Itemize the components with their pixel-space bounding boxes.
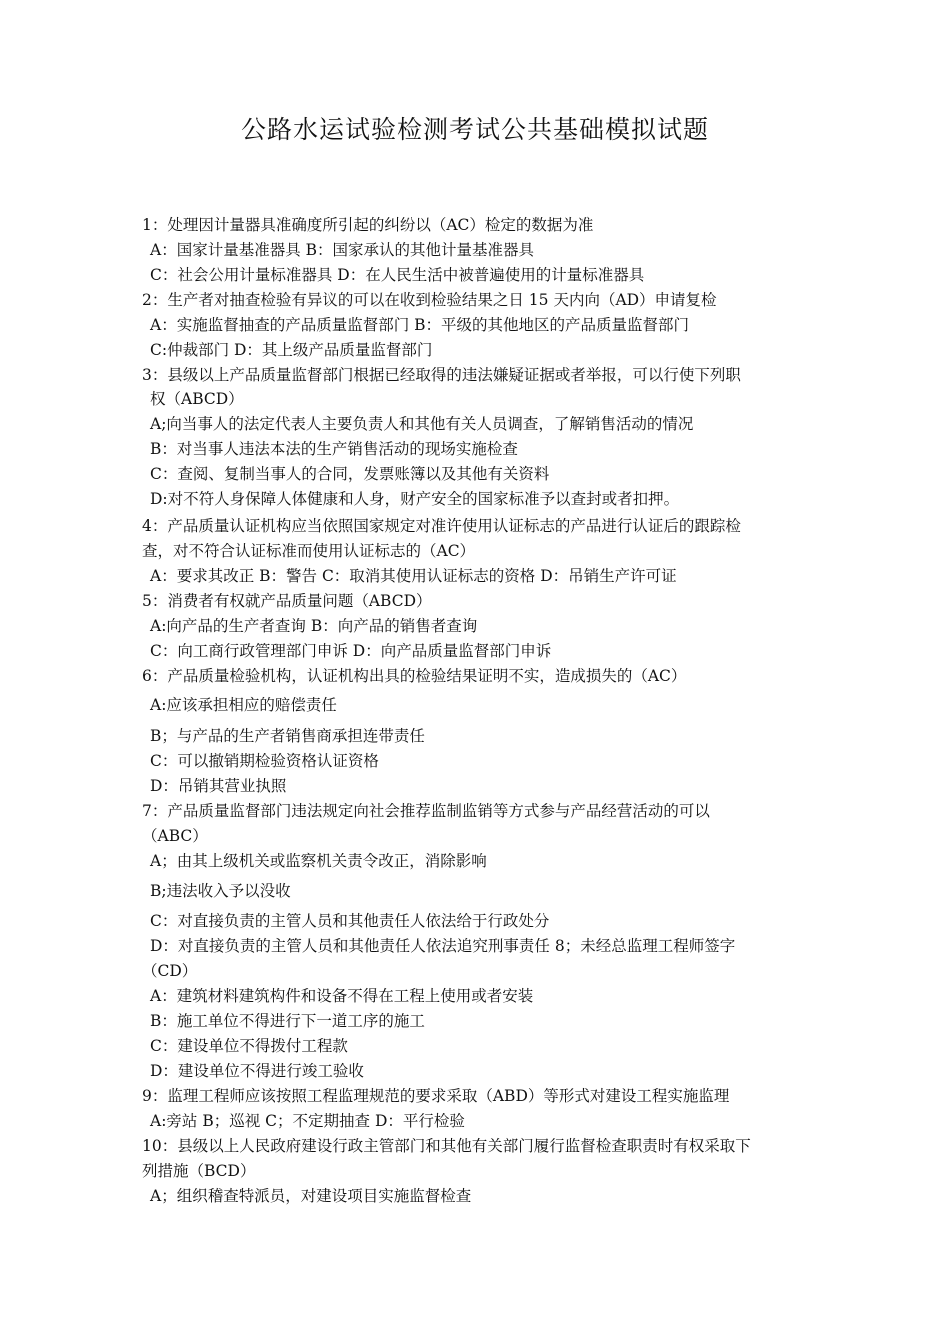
question-10-stem: 10：县级以上人民政府建设行政主管部门和其他有关部门履行监督检查职责时有权采取下 [142, 1137, 751, 1155]
question-3-option-c: C：查阅、复制当事人的合同，发票账簿以及其他有关资料 [150, 465, 550, 483]
question-9-stem: 9：监理工程师应该按照工程监理规范的要求采取（ABD）等形式对建设工程实施监理 [142, 1087, 730, 1105]
question-3-stem: 3：县级以上产品质量监督部门根据已经取得的违法嫌疑证据或者举报，可以行使下列职 [142, 366, 741, 384]
question-7-option-a: A；由其上级机关或监察机关责令改正，消除影响 [150, 852, 487, 870]
question-5-options-cd: C：向工商行政管理部门申诉 D：向产品质量监督部门申诉 [150, 642, 552, 660]
question-8-option-b: B：施工单位不得进行下一道工序的施工 [150, 1012, 425, 1030]
question-4-options: A：要求其改正 B：警告 C：取消其使用认证标志的资格 D：吊销生产许可证 [150, 567, 677, 585]
question-2-options-cd: C:仲裁部门 D：其上级产品质量监督部门 [150, 341, 433, 359]
question-8-option-a: A：建筑材料建筑构件和设备不得在工程上使用或者安装 [150, 987, 534, 1005]
question-7-stem: 7：产品质量监督部门违法规定向社会推荐监制监销等方式参与产品经营活动的可以 [142, 802, 710, 820]
question-1-stem: 1：处理因计量器具准确度所引起的纠纷以（AC）检定的数据为准 [142, 216, 594, 234]
question-7-option-b: B;违法收入予以没收 [150, 882, 291, 900]
question-9-options: A:旁站 B；巡视 C；不定期抽查 D：平行检验 [150, 1112, 465, 1130]
question-3-stem-cont: 权（ABCD） [150, 390, 244, 408]
question-6-option-c: C：可以撤销期检验资格认证资格 [150, 752, 379, 770]
question-3-option-b: B：对当事人违法本法的生产销售活动的现场实施检查 [150, 440, 518, 458]
question-8-answer: （CD） [142, 962, 198, 980]
question-6-stem: 6：产品质量检验机构，认证机构出具的检验结果证明不实，造成损失的（AC） [142, 667, 687, 685]
question-2-stem: 2：生产者对抽查检验有异议的可以在收到检验结果之日 15 天内向（AD）申请复检 [142, 291, 717, 309]
question-8-option-c: C：建设单位不得拨付工程款 [150, 1037, 348, 1055]
question-4-stem: 4：产品质量认证机构应当依照国家规定对准许使用认证标志的产品进行认证后的跟踪检 [142, 517, 741, 535]
question-7-option-d: D：对直接负责的主管人员和其他责任人依法追究刑事责任 8；未经总监理工程师签字 [150, 937, 736, 955]
question-3-option-d: D:对不符人身保障人体健康和人身，财产安全的国家标准予以查封或者扣押。 [150, 490, 680, 508]
question-3-option-a: A;向当事人的法定代表人主要负责人和其他有关人员调查，了解销售活动的情况 [150, 415, 694, 433]
question-6-option-a: A:应该承担相应的赔偿责任 [150, 696, 337, 714]
question-5-options-ab: A:向产品的生产者查询 B：向产品的销售者查询 [150, 617, 478, 635]
question-2-options-ab: A：实施监督抽查的产品质量监督部门 B：平级的其他地区的产品质量监督部门 [150, 316, 690, 334]
question-8-option-d: D：建设单位不得进行竣工验收 [150, 1062, 364, 1080]
question-4-stem-cont: 查，对不符合认证标准而使用认证标志的（AC） [142, 542, 476, 560]
question-7-stem-cont: （ABC） [142, 827, 208, 845]
question-1-options-cd: C：社会公用计量标准器具 D：在人民生活中被普遍使用的计量标准器具 [150, 266, 645, 284]
question-1-options-ab: A：国家计量基准器具 B：国家承认的其他计量基准器具 [150, 241, 535, 259]
question-5-stem: 5：消费者有权就产品质量问题（ABCD） [142, 592, 432, 610]
question-6-option-b: B；与产品的生产者销售商承担连带责任 [150, 727, 425, 745]
question-10-stem-cont: 列措施（BCD） [142, 1162, 256, 1180]
question-7-option-c: C：对直接负责的主管人员和其他责任人依法给于行政处分 [150, 912, 550, 930]
question-10-option-a: A；组织稽查特派员，对建设项目实施监督检查 [150, 1187, 472, 1205]
question-6-option-d: D：吊销其营业执照 [150, 777, 287, 795]
document-title: 公路水运试验检测考试公共基础模拟试题 [240, 115, 709, 144]
